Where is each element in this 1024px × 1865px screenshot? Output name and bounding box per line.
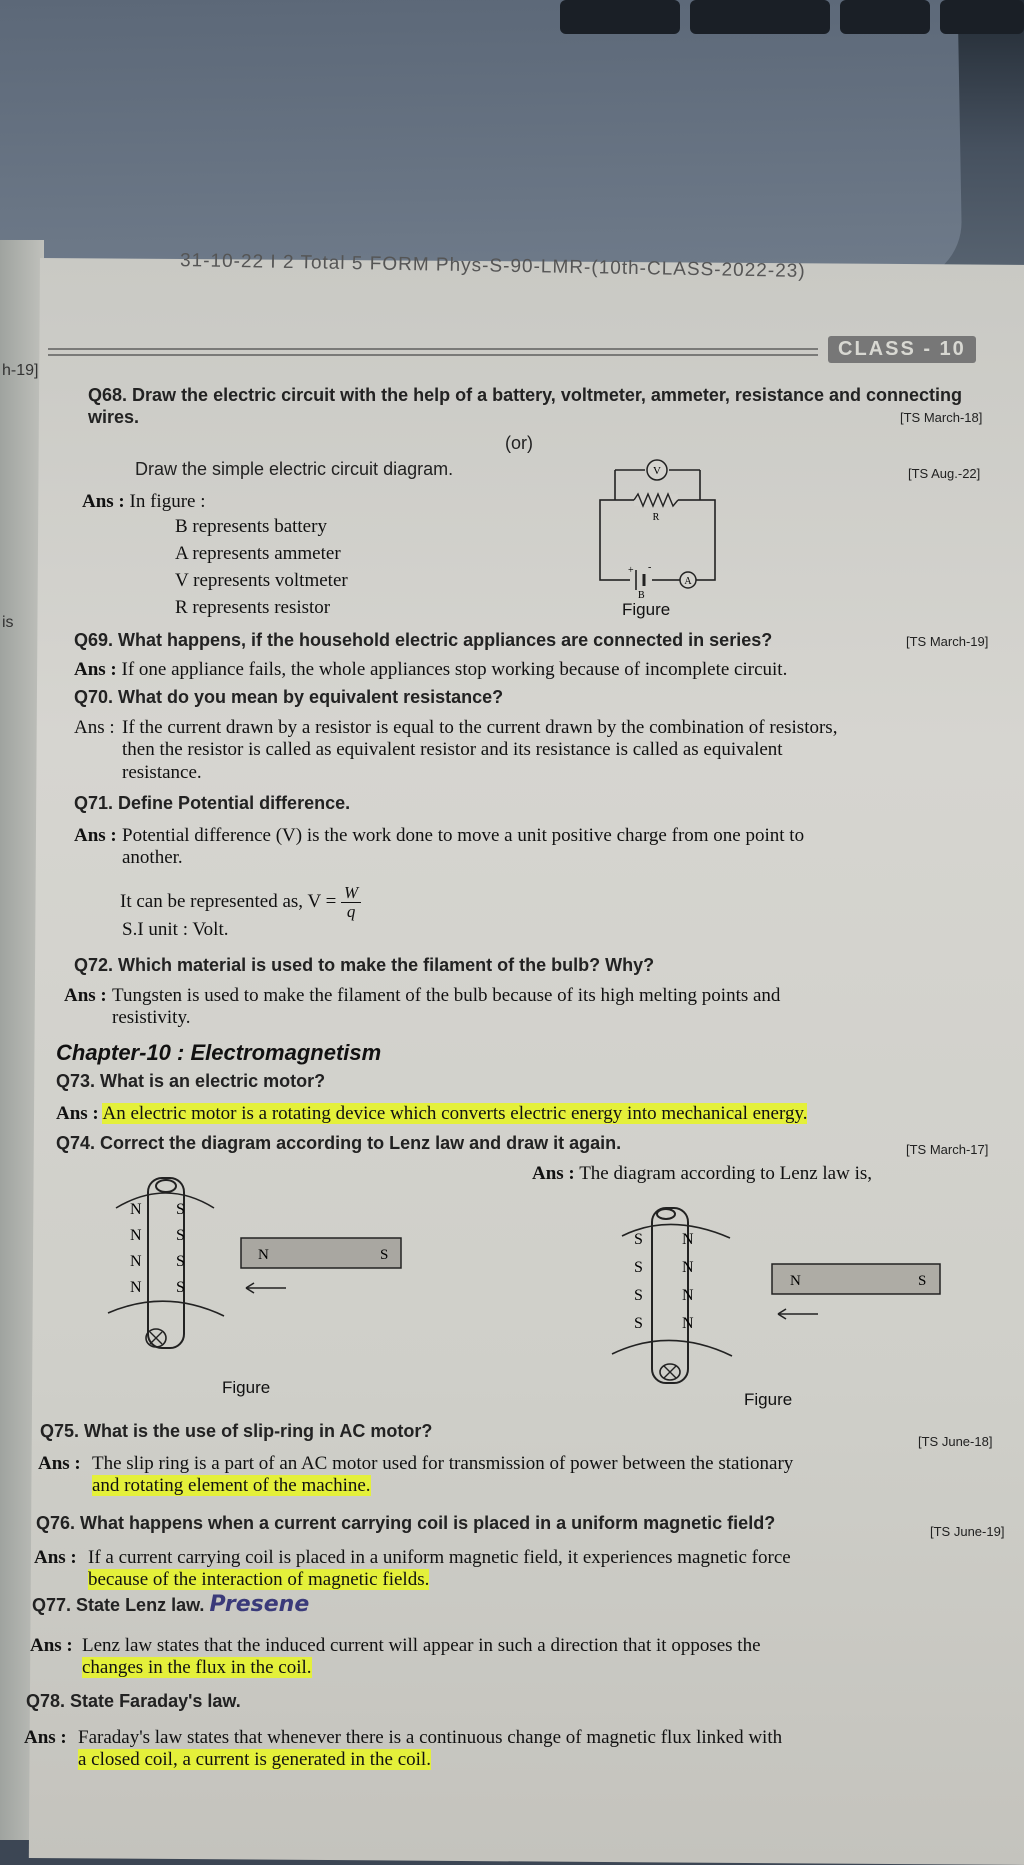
page-header-strip: 31-10-22 I 2 Total 5 FORM Phys-S-90-LMR-(10th-CLASS-2022-23) xyxy=(179,250,806,282)
svg-text:N: N xyxy=(790,1273,801,1289)
keyboard-key xyxy=(940,0,1024,34)
svg-text:S: S xyxy=(634,1315,643,1332)
question-68 xyxy=(88,384,988,428)
alt-question: Draw the simple electric circuit diagram. xyxy=(135,459,454,479)
question-75: Q75. What is the use of slip-ring in AC motor? xyxy=(40,1421,433,1441)
fraction: $\frac{W}{q}$ xyxy=(341,884,361,921)
answer-label: Ans : xyxy=(30,1635,73,1656)
svg-text:N: N xyxy=(130,1279,142,1296)
exam-reference: [TS March-19] xyxy=(906,634,989,649)
svg-text:S: S xyxy=(380,1247,389,1263)
answer-label: Ans : xyxy=(82,491,125,512)
question-77: Q77. State Lenz law. Presene xyxy=(32,1592,310,1617)
exam-reference: [TS Aug.-22] xyxy=(908,466,981,481)
question-70: Q70. What do you mean by equivalent resistance? xyxy=(74,687,504,707)
figure-caption: Figure xyxy=(222,1378,271,1397)
answer-72-line: Tungsten is used to make the filament of the bulb because of its high melting points and xyxy=(112,985,781,1006)
legend-line: R represents resistor xyxy=(175,597,331,618)
answer-70-label: Ans : xyxy=(74,717,115,738)
question-74: Q74. Correct the diagram according to Lenz law and draw it again. xyxy=(56,1133,622,1153)
book-cover xyxy=(0,0,963,299)
svg-text:N: N xyxy=(682,1231,694,1248)
question-71: Q71. Define Potential difference. xyxy=(74,793,351,813)
question-72: Q72. Which material is used to make the filament of the bulb? Why? xyxy=(74,955,655,975)
svg-text:N: N xyxy=(682,1287,694,1304)
figure-caption: Figure xyxy=(622,600,671,619)
handwritten-note: Presene xyxy=(209,1592,310,1617)
answer-label: Ans : xyxy=(38,1453,81,1474)
exam-reference: [TS March-18] xyxy=(900,410,983,425)
answer-76-line: If a current carrying coil is placed in a uniform magnetic field, it experiences magnetic force xyxy=(88,1547,791,1568)
lenz-figure-correct xyxy=(600,1198,950,1393)
svg-text:N: N xyxy=(130,1201,142,1218)
svg-text:S: S xyxy=(176,1279,185,1296)
answer-78-line: a closed coil, a current is generated in the coil. xyxy=(78,1749,431,1770)
answer-text: In figure : xyxy=(129,491,206,512)
answer-73: Ans : An electric motor is a rotating device which converts electric energy into mechanical energy. xyxy=(56,1103,808,1124)
legend-line: B represents battery xyxy=(175,516,327,537)
lenz-figure-incorrect xyxy=(96,1168,416,1358)
voltmeter-symbol: V xyxy=(653,465,661,477)
si-unit: S.I unit : Volt. xyxy=(122,919,229,940)
answer-78-line: Faraday's law states that whenever there is a continuous change of magnetic flux linked with xyxy=(78,1727,783,1748)
svg-text:N: N xyxy=(130,1253,142,1270)
resistor-symbol: R xyxy=(652,512,660,523)
answer-label: Ans : xyxy=(64,985,107,1006)
question-69: Q69. What happens, if the household electric appliances are connected in series? xyxy=(74,630,773,650)
exam-reference: [TS June-19] xyxy=(930,1524,1005,1539)
svg-text:S: S xyxy=(176,1227,185,1244)
exam-reference: [TS March-17] xyxy=(906,1142,989,1157)
question-text: Draw the electric circuit with the help of a battery, voltmeter, ammeter, resistance and connecting wires. xyxy=(88,385,962,427)
keyboard-key xyxy=(840,0,930,34)
answer-69: Ans : If one appliance fails, the whole appliances stop working because of incomplete circuit. xyxy=(74,659,788,680)
answer-76-line: because of the interaction of magnetic fields. xyxy=(88,1569,430,1590)
svg-text:S: S xyxy=(918,1273,927,1289)
ammeter-symbol: A xyxy=(684,576,692,587)
question-76: Q76. What happens when a current carrying coil is placed in a uniform magnetic field? xyxy=(36,1513,776,1533)
svg-text:S: S xyxy=(176,1201,185,1218)
svg-text:N: N xyxy=(682,1315,694,1332)
header-rule xyxy=(48,348,818,350)
svg-text:S: S xyxy=(634,1231,643,1248)
answer-75-line: and rotating element of the machine. xyxy=(92,1475,371,1496)
chapter-title: Chapter-10 : Electromagnetism xyxy=(56,1040,382,1065)
answer-70-line: If the current drawn by a resistor is equal to the current drawn by the combination of resistors, xyxy=(122,717,838,738)
svg-text:S: S xyxy=(634,1287,643,1304)
keyboard-key xyxy=(560,0,680,34)
answer-77-line: changes in the flux in the coil. xyxy=(82,1657,312,1678)
answer-72-line: resistivity. xyxy=(112,1007,191,1028)
svg-text:N: N xyxy=(682,1259,694,1276)
answer-70-line: resistance. xyxy=(122,762,202,783)
margin-tag: h-19] xyxy=(2,362,39,379)
field-arrow xyxy=(108,1301,224,1316)
formula: It can be represented as, V = $\frac{W}{q}$ xyxy=(120,884,361,921)
svg-text:S: S xyxy=(176,1253,185,1270)
class-badge: CLASS - 10 xyxy=(828,336,976,363)
question-73: Q73. What is an electric motor? xyxy=(56,1071,326,1091)
svg-text:S: S xyxy=(634,1259,643,1276)
answer-71-line: Potential difference (V) is the work done to move a unit positive charge from one point to xyxy=(122,825,805,846)
exam-reference: [TS June-18] xyxy=(918,1434,993,1449)
answer-75-line: The slip ring is a part of an AC motor used for transmission of power between the stationary xyxy=(92,1453,794,1474)
battery-plus: + xyxy=(628,565,634,576)
battery-symbol: B xyxy=(638,590,645,598)
keyboard-key xyxy=(690,0,830,34)
circuit-diagram xyxy=(590,458,730,598)
svg-text:N: N xyxy=(258,1247,269,1263)
answer-68 xyxy=(82,490,206,513)
margin-tag: is xyxy=(2,614,14,631)
answer-74: Ans : The diagram according to Lenz law is, xyxy=(532,1163,872,1184)
field-arrow xyxy=(612,1340,732,1356)
battery-minus: - xyxy=(648,562,652,573)
header-rule xyxy=(48,354,818,356)
answer-label: Ans : xyxy=(74,825,117,846)
answer-70-line: then the resistor is called as equivalent resistor and its resistance is called as equivalent xyxy=(122,739,783,760)
svg-text:N: N xyxy=(130,1227,142,1244)
question-number: Q68. xyxy=(88,385,128,405)
answer-77-line: Lenz law states that the induced current will appear in such a direction that it opposes the xyxy=(82,1635,761,1656)
answer-label: Ans : xyxy=(34,1547,77,1568)
legend-line: V represents voltmeter xyxy=(175,570,348,591)
or-separator: (or) xyxy=(505,433,533,453)
answer-71-line: another. xyxy=(122,847,183,868)
question-78: Q78. State Faraday's law. xyxy=(26,1691,241,1711)
figure-caption: Figure xyxy=(744,1390,793,1409)
legend-line: A represents ammeter xyxy=(175,543,341,564)
answer-label: Ans : xyxy=(24,1727,67,1748)
